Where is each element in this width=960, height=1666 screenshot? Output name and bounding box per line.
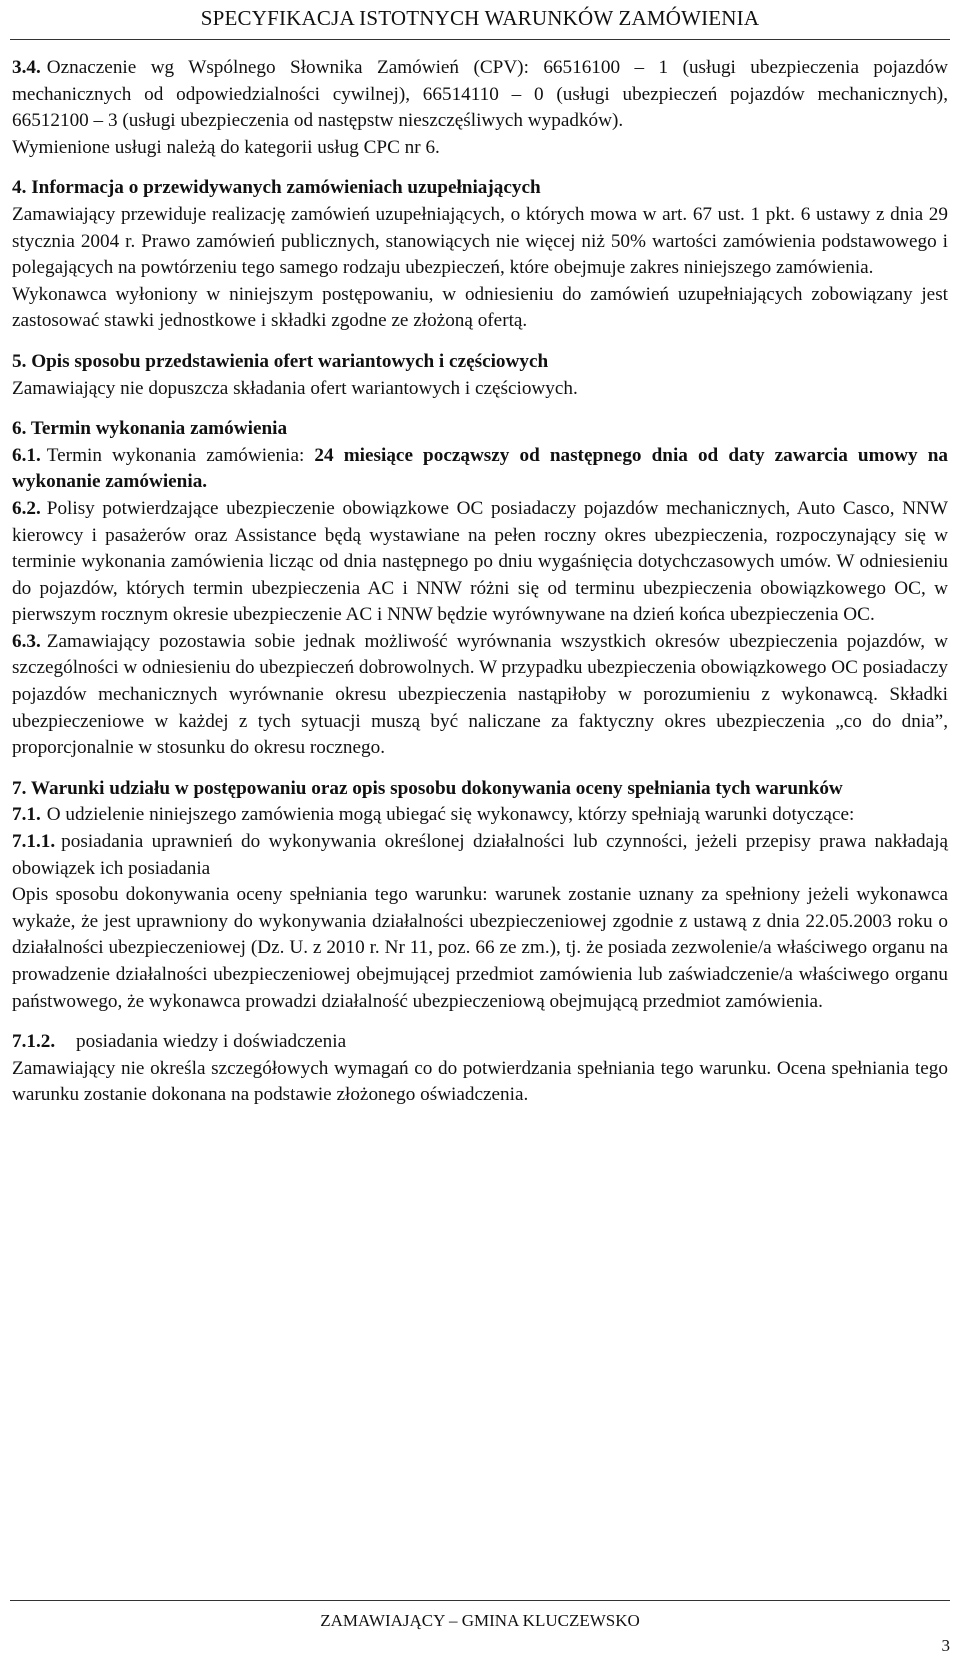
footer-rule (10, 1600, 950, 1601)
section-text-bold: 24 miesiące począwszy od następnego dnia od daty zawarcia umowy na wykonanie zamówienia. (12, 444, 948, 493)
section-4-paragraph-2: Wykonawca wyłoniony w niniejszym postępowaniu, w odniesieniu do zamówień uzupełniających zobowiązany jest zastosować stawki jednostkowe i składki zgodne ze złożoną ofertą. (12, 283, 948, 332)
section-number: 7.1.2. (12, 1031, 56, 1053)
section-number: 7.1. (12, 804, 41, 826)
section-text: Zamawiający pozostawia sobie jednak możliwość wyrównania wszystkich okresów ubezpieczenia pojazdów, w szczególności w odniesieniu do ubezpieczeń dobrowolnych. W przypadku ubezpieczenia obowiązkowego OC posiadaczy pojazdów mechanicznych wyrównanie okresu ubezpieczenia nastąpiłoby w porozumieniu z wykonawcą. Składki ubezpieczeniowe w każdej z tych sytuacji muszą być naliczane za faktyczny okres ubezpieczenia „co do dnia”, proporcjonalnie w stosunku do okresu rocznego. (12, 630, 948, 759)
section-number: 7.1.1. (12, 831, 56, 853)
section-6-2 (12, 496, 948, 629)
header-rule (10, 39, 950, 40)
section-number: 6.1. (12, 444, 41, 466)
section-4-heading: 4. Informacja o przewidywanych zamówieniach uzupełniających (12, 177, 541, 199)
section-text: posiadania wiedzy i doświadczenia (76, 1031, 347, 1053)
section-number: 6.3. (12, 630, 41, 652)
section-3-4-line2: Wymienione usługi należą do kategorii usług CPC nr 6. (12, 136, 440, 158)
document-body (12, 55, 948, 1109)
page-number: 3 (941, 1636, 950, 1655)
section-6-1 (12, 443, 948, 496)
section-number: 3.4. (12, 57, 41, 78)
page-header: SPECYFIKACJA ISTOTNYCH WARUNKÓW ZAMÓWIENIA (200, 6, 760, 30)
section-7-1-1-description: Opis sposobu dokonywania oceny spełniania tego warunku: warunek zostanie uznany za spełniony jeżeli wykonawca wykaże, że jest uprawniony do wykonywania działalności ubezpieczeniowej zgodnie z ustawą z dnia 22.05.2003 roku o działalności ubezpieczeniowej (Dz. U. z 2010 r. Nr 11, poz. 66 ze zm.), tj. że posiada zezwolenie/a właściwego organu na prowadzenie działalności ubezpieczeniowej obejmującej przedmiot zamówienia lub zaświadczenie/a właściwego organu państwowego, że wykonawca prowadzi działalność ubezpieczeniową obejmującą przedmiot zamówienia. (12, 884, 948, 1012)
section-7-1 (12, 802, 948, 829)
section-5-heading: 5. Opis sposobu przedstawienia ofert wariantowych i częściowych (12, 350, 549, 372)
section-text: posiadania uprawnień do wykonywania określonej działalności lub czynności, jeżeli przepisy prawa nakładają obowiązek ich posiadania (12, 831, 948, 879)
section-5-paragraph: Zamawiający nie dopuszcza składania ofert wariantowych i częściowych. (12, 377, 578, 399)
section-text: Oznaczenie wg Wspólnego Słownika Zamówień (CPV): 66516100 – 1 (usługi ubezpieczenia pojazdów mechanicznych od odpowiedzialności cywilnej), 66514110 – 0 (usługi ubezpieczeń pojazdów mechanicznych), 66512100 – 3 (usługi ubezpieczenia od następstw nieszczęśliwych wypadków). (12, 57, 948, 132)
section-7-heading: 7. Warunki udziału w postępowaniu oraz opis sposobu dokonywania oceny spełniania tych warunków (12, 777, 843, 799)
section-text: Termin wykonania zamówienia: (46, 444, 315, 466)
section-7-1-1 (12, 829, 948, 882)
section-text: O udzielenie niniejszego zamówienia mogą ubiegać się wykonawcy, którzy spełniają warunki dotyczące: (46, 804, 855, 826)
section-6-heading: 6. Termin wykonania zamówienia (12, 418, 288, 440)
section-number: 6.2. (12, 497, 41, 519)
section-7-1-2-description: Zamawiający nie określa szczegółowych wymagań co do potwierdzania spełniania tego warunku. Ocena spełniania tego warunku zostanie dokonana na podstawie złożonego oświadczenia. (12, 1057, 948, 1106)
section-3-4 (12, 55, 948, 135)
section-7-1-2 (12, 1029, 948, 1056)
page-footer: ZAMAWIAJĄCY – GMINA KLUCZEWSKO (320, 1611, 640, 1630)
section-6-3 (12, 629, 948, 762)
section-text: Polisy potwierdzające ubezpieczenie obowiązkowe OC posiadaczy pojazdów mechanicznych, Auto Casco, NNW kierowcy i pasażerów oraz Assistance będą wystawiane na pełen roczny okres ubezpieczenia, rozpoczynający się w terminie wykonania zamówienia licząc od dnia następnego po dniu wygaśnięcia dotychczasowych umów. W odniesieniu do pojazdów, których termin ubezpieczenia AC i NNW różni się od terminu ubezpieczenia obowiązkowego OC, w pierwszym rocznym okresie ubezpieczenie AC i NNW będzie wyrównywane na dzień końca ubezpieczenia OC. (12, 497, 948, 626)
section-4-paragraph-1: Zamawiający przewiduje realizację zamówień uzupełniających, o których mowa w art. 67 ust. 1 pkt. 6 ustawy z dnia 29 stycznia 2004 r. Prawo zamówień publicznych, stanowiących nie więcej niż 50% wartości zamówienia podstawowego i polegających na powtórzeniu tego samego rodzaju ubezpieczeń, które obejmuje zakres niniejszego zamówienia. (12, 203, 948, 279)
